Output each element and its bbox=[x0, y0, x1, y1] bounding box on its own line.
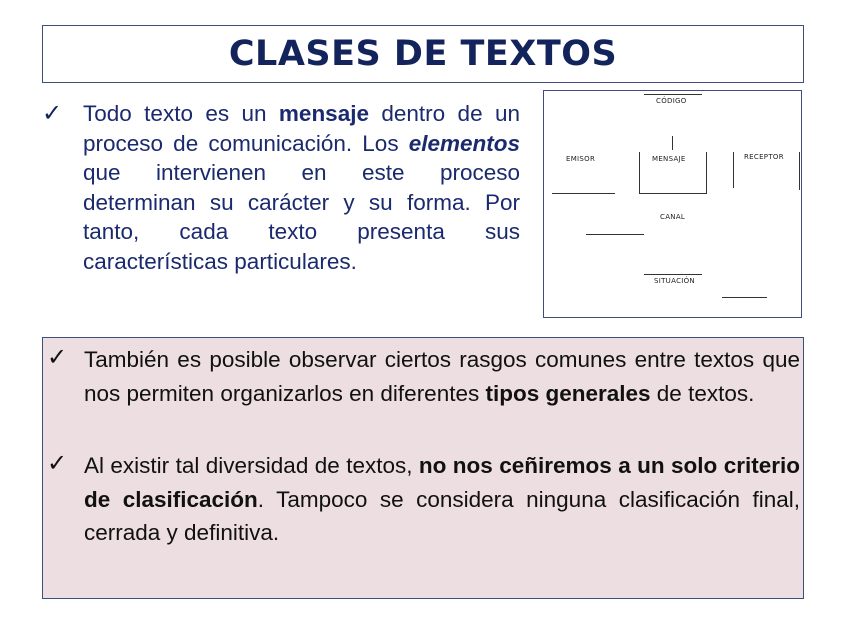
key-points-box bbox=[42, 337, 804, 599]
intro-text-part: Todo texto es un bbox=[83, 101, 279, 126]
diagram-line bbox=[722, 297, 767, 298]
diagram-line bbox=[799, 152, 800, 190]
page-title: CLASES DE TEXTOS bbox=[228, 34, 618, 74]
diagram-line bbox=[586, 234, 644, 235]
communication-diagram bbox=[543, 90, 802, 318]
diagram-line bbox=[733, 152, 734, 188]
checkmark-icon: ✓ bbox=[47, 344, 68, 371]
diagram-line bbox=[706, 152, 707, 194]
intro-bold-elementos: elementos bbox=[408, 130, 520, 156]
bullet-bold-text: no nos ceñiremos a un solo criterio de clasificación bbox=[84, 453, 800, 512]
bullet-item bbox=[43, 343, 800, 410]
bullet-text bbox=[84, 449, 800, 550]
diagram-label-mensaje: MENSAJE bbox=[652, 155, 686, 163]
diagram-line bbox=[644, 274, 702, 275]
bullet-text bbox=[84, 343, 800, 410]
intro-bold-mensaje: mensaje bbox=[278, 101, 369, 126]
intro-text-part: dentro de un proceso de comunicación. Los bbox=[83, 101, 520, 156]
checkmark-icon: ✓ bbox=[47, 450, 68, 477]
diagram-label-emisor: EMISOR bbox=[566, 155, 596, 163]
diagram-line bbox=[672, 136, 673, 150]
diagram-line bbox=[639, 193, 707, 194]
intro-text-part: que intervienen en este proceso determinan su carácter y su forma. Por tanto, cada texto presenta sus características particulares. bbox=[83, 160, 520, 274]
bullet-bold-text: tipos generales bbox=[485, 380, 651, 406]
title-box bbox=[42, 25, 804, 83]
bullet-text-part: Al existir tal diversidad de textos, bbox=[84, 453, 419, 478]
diagram-label-situacion: SITUACIÓN bbox=[654, 277, 695, 285]
diagram-line bbox=[552, 193, 615, 194]
bullet-text-part: También es posible observar ciertos rasgos comunes entre textos que nos permiten organizarlos en diferentes bbox=[84, 347, 800, 406]
bullet-text-part: de textos. bbox=[650, 380, 755, 406]
bullet-item bbox=[43, 449, 800, 550]
diagram-label-canal: CANAL bbox=[660, 213, 686, 221]
bullet-text-part: . Tampoco se considera ninguna clasificación final, cerrada y definitiva. bbox=[84, 486, 800, 545]
diagram-line bbox=[639, 152, 640, 194]
diagram-line bbox=[644, 94, 702, 95]
intro-paragraph bbox=[42, 99, 520, 276]
diagram-label-receptor: RECEPTOR bbox=[744, 153, 784, 161]
diagram-label-codigo: CÓDIGO bbox=[656, 97, 687, 105]
intro-text bbox=[83, 99, 520, 276]
checkmark-icon: ✓ bbox=[42, 100, 63, 127]
